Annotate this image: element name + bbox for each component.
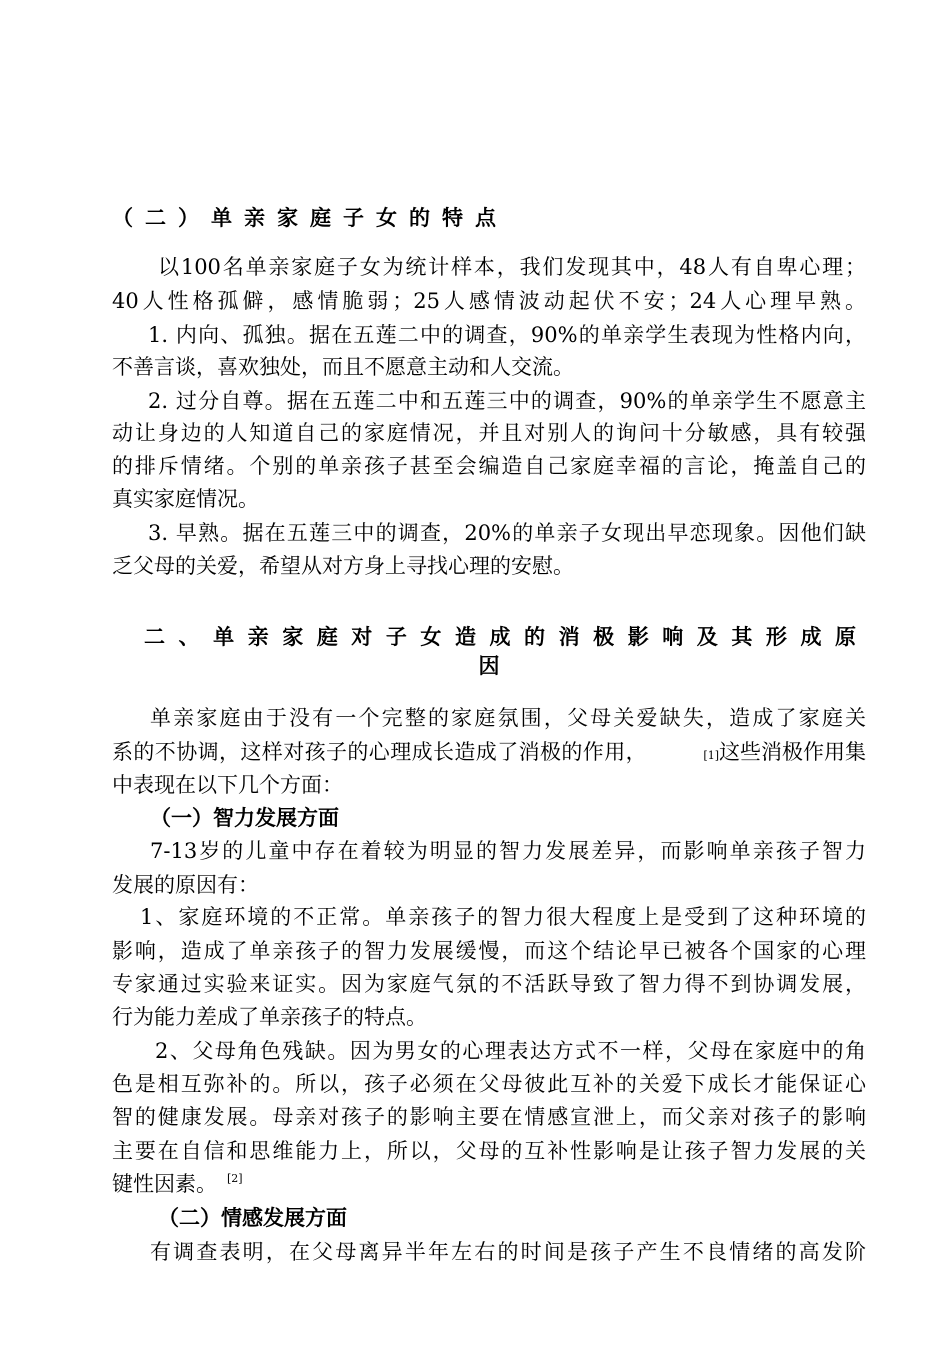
paragraph-line-with-citation xyxy=(112,737,866,767)
paragraph-line: 有调查表明，在父母离异半年左右的时间是孩子产生不良情绪的高发阶 xyxy=(150,1240,866,1264)
section-heading: 二、单亲家庭对子女造成的消极影响及其形成原 xyxy=(144,624,856,649)
paragraph-text: 这些消极作用集 xyxy=(719,740,866,764)
list-item-line: 真实家庭情况。 xyxy=(112,487,259,511)
section-heading-continued: 因 xyxy=(478,653,500,678)
section-sub-heading: （二）单亲家庭子女的特点 xyxy=(112,205,508,230)
paragraph-line: 行为能力差成了单亲孩子的特点。 xyxy=(112,1005,427,1029)
paragraph-line: 7-13岁的儿童中存在着较为明显的智力发展差异，而影响单亲孩子智力 xyxy=(150,839,866,863)
list-item-line: 动让身边的人知道自己的家庭情况，并且对别人的询问十分敏感，具有较强 xyxy=(112,421,866,445)
citation-group: [1] 这些消极作用集 xyxy=(703,737,866,767)
citation-ref: [2] xyxy=(227,1172,243,1185)
paragraph-line: 40人性格孤僻，感情脆弱；25人感情波动起伏不安；24人心理早熟。 xyxy=(112,289,866,313)
paragraph-text: 系的不协调，这样对孩子的心理成长造成了消极的作用， xyxy=(112,740,647,764)
paragraph-line: 主要在自信和思维能力上，所以，父母的互补性影响是让孩子智力发展的关 xyxy=(112,1139,866,1163)
list-item-line: 2. 过分自尊。据在五莲二中和五莲三中的调查，90%的单亲学生不愿意主 xyxy=(148,389,866,413)
paragraph-line: 色是相互弥补的。所以，孩子必须在父母彼此互补的关爱下成长才能保证心 xyxy=(112,1072,866,1096)
paragraph-line: 以100名单亲家庭子女为统计样本，我们发现其中，48人有自卑心理； xyxy=(158,255,866,279)
paragraph-line: 智的健康发展。母亲对孩子的影响主要在情感宣泄上，而父亲对孩子的影响 xyxy=(112,1105,866,1129)
paragraph-line: 中表现在以下几个方面： xyxy=(112,773,343,797)
paragraph-line-with-citation xyxy=(112,1169,243,1199)
list-item-line: 3. 早熟。据在五莲三中的调查，20%的单亲子女现出早恋现象。因他们缺 xyxy=(148,521,866,545)
paragraph-text: 键性因素。 xyxy=(112,1172,217,1196)
paragraph-line: 专家通过实验来证实。因为家庭气氛的不活跃导致了智力得不到协调发展， xyxy=(112,972,866,996)
list-item-line: 1. 内向、孤独。据在五莲二中的调查，90%的单亲学生表现为性格内向， xyxy=(148,323,866,347)
subsection-heading: （一）智力发展方面 xyxy=(150,805,339,830)
paragraph-line: 发展的原因有： xyxy=(112,873,259,897)
paragraph-line: 影响，造成了单亲孩子的智力发展缓慢，而这个结论早已被各个国家的心理 xyxy=(112,939,866,963)
list-item-line: 乏父母的关爱，希望从对方身上寻找心理的安慰。 xyxy=(112,554,574,578)
subsection-heading: （二）情感发展方面 xyxy=(158,1205,347,1230)
paragraph-line: 2、父母角色残缺。因为男女的心理表达方式不一样，父母在家庭中的角 xyxy=(155,1039,866,1063)
paragraph-line: 1、家庭环境的不正常。单亲孩子的智力很大程度上是受到了这种环境的 xyxy=(140,905,866,929)
list-item-line: 不善言谈，喜欢独处，而且不愿意主动和人交流。 xyxy=(112,355,574,379)
list-item-line: 的排斥情绪。个别的单亲孩子甚至会编造自己家庭幸福的言论，掩盖自己的 xyxy=(112,454,866,478)
paragraph-line: 单亲家庭由于没有一个完整的家庭氛围，父母关爱缺失，造成了家庭关 xyxy=(150,706,866,730)
